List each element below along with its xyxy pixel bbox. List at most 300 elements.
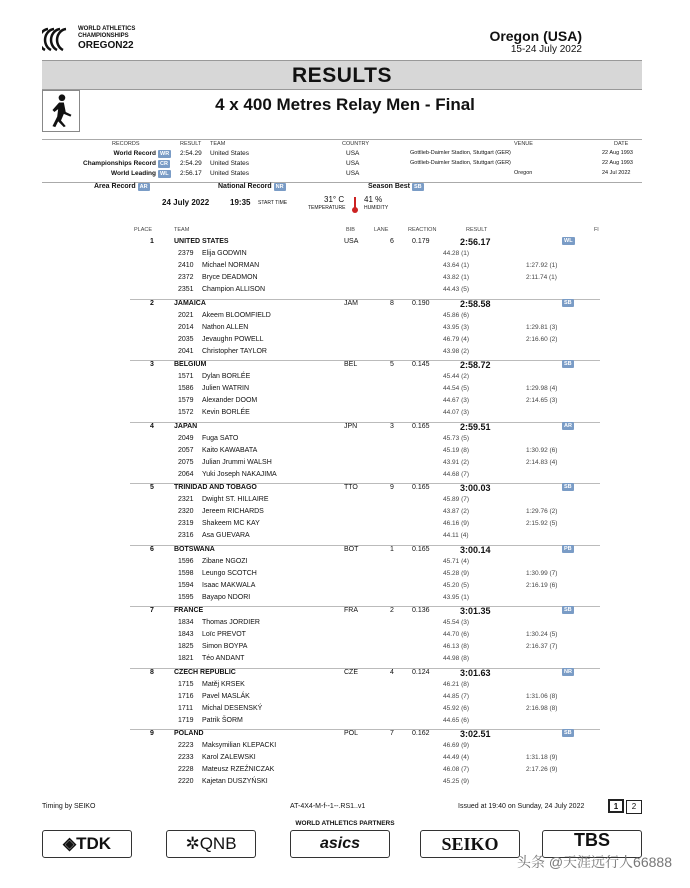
team-result	[130, 730, 600, 792]
team-name: JAMAICA	[174, 299, 206, 307]
athlete-row	[130, 582, 600, 594]
athlete-bib: 2316	[178, 532, 194, 540]
athlete-name: Yuki Joseph NAKAJIMA	[202, 470, 277, 478]
cumulative-split: 1:30.92 (6)	[526, 446, 558, 454]
team-lane: 3	[390, 422, 394, 430]
athlete-bib: 2223	[178, 742, 194, 750]
athlete-name: Champion ALLISON	[202, 286, 266, 294]
athlete-name: Bryce DEADMON	[202, 274, 258, 282]
record-date: 24 Jul 2022	[602, 170, 631, 176]
athlete-row	[130, 250, 600, 262]
athlete-bib: 1715	[178, 680, 194, 688]
team-result-time: 2:58.58	[460, 298, 491, 309]
rec-header-team: TEAM	[210, 141, 226, 147]
record-venue: Oregon	[514, 170, 533, 176]
team-result	[130, 300, 600, 362]
athlete-bib: 2220	[178, 778, 194, 786]
athlete-bib: 1719	[178, 716, 194, 724]
partner-asics: asics	[290, 830, 390, 858]
team-result	[130, 423, 600, 485]
athlete-row	[130, 681, 600, 693]
team-reaction: 0.165	[412, 422, 430, 430]
team-row	[130, 669, 600, 681]
athlete-split: 45.89 (7)	[443, 496, 470, 504]
team-row	[130, 238, 600, 250]
team-record-badge: SB	[564, 484, 572, 490]
athlete-bib: 1596	[178, 557, 194, 565]
team-place: 2	[150, 299, 154, 307]
athlete-row	[130, 570, 600, 582]
athlete-row	[130, 435, 600, 447]
team-lane: 6	[390, 238, 394, 245]
team-place: 4	[150, 422, 154, 430]
team-place: 6	[150, 545, 154, 553]
team-result-time: 3:02.51	[460, 729, 491, 739]
athlete-split: 45.19 (8)	[443, 446, 470, 454]
record-country: USA	[346, 150, 360, 157]
team-place: 3	[150, 361, 154, 368]
athlete-bib: 2410	[178, 262, 194, 270]
partner-tbs: TBS	[542, 830, 642, 858]
athlete-split: 45.54 (3)	[443, 619, 470, 627]
team-name: POLAND	[174, 730, 204, 737]
athlete-split: 46.16 (9)	[443, 520, 470, 528]
athlete-split: 45.20 (5)	[443, 581, 470, 589]
team-reaction: 0.190	[412, 299, 430, 307]
team-result-time: 2:59.51	[460, 421, 491, 432]
team-row	[130, 423, 600, 435]
team-country: FRA	[344, 607, 358, 614]
record-code: WL	[160, 171, 169, 177]
athlete-name: Simon BOYPA	[202, 643, 248, 651]
issued-at: Issued at 19:40 on Sunday, 24 July 2022	[458, 803, 585, 810]
athlete-name: Julian Jrummi WALSH	[202, 458, 272, 466]
athlete-bib: 2321	[178, 496, 194, 504]
team-country: BEL	[344, 361, 358, 368]
athlete-split: 46.13 (8)	[443, 643, 470, 651]
athlete-bib: 2041	[178, 347, 194, 355]
team-reaction: 0.179	[412, 238, 430, 245]
athlete-bib: 2372	[178, 274, 194, 282]
team-country: CZE	[344, 668, 358, 676]
logo-arcs-icon	[42, 26, 72, 52]
team-name: JAPAN	[174, 422, 198, 430]
athlete-row	[130, 655, 600, 667]
logo-line-1: WORLD ATHLETICS	[78, 26, 136, 32]
timing-credit: Timing by SEIKO	[42, 803, 96, 810]
athlete-split: 43.98 (2)	[443, 347, 470, 355]
cumulative-split: 1:30.99 (7)	[526, 569, 558, 577]
team-place: 8	[150, 668, 154, 676]
cumulative-split: 1:31.18 (9)	[526, 754, 558, 762]
team-country: TTO	[344, 484, 358, 491]
athlete-row	[130, 274, 600, 286]
record-result: 2:54.29	[180, 150, 202, 157]
athlete-bib: 2035	[178, 335, 194, 343]
athlete-split: 44.65 (6)	[443, 716, 470, 724]
athlete-split: 44.85 (7)	[443, 692, 470, 700]
athlete-row	[130, 447, 600, 459]
athlete-name: Elija GODWIN	[202, 250, 247, 258]
conditions	[162, 196, 442, 218]
athlete-name: Bayapo NDORI	[202, 593, 251, 601]
athlete-row	[130, 532, 600, 544]
athlete-name: Maksymilian KLEPACKI	[202, 742, 277, 750]
team-record-badge: NR	[564, 668, 572, 675]
athlete-bib: 2021	[178, 311, 194, 319]
cumulative-split: 1:29.76 (2)	[526, 508, 558, 516]
partner-tdk: ◈TDK	[42, 830, 132, 858]
athlete-bib: 1598	[178, 569, 194, 577]
athlete-name: Dwight ST. HILLAIRE	[202, 496, 269, 504]
athlete-split: 45.86 (6)	[443, 311, 470, 319]
team-row	[130, 361, 600, 373]
record-code: WR	[160, 151, 170, 157]
athlete-split: 43.95 (3)	[443, 323, 470, 331]
athlete-name: Jereem RICHARDS	[202, 508, 264, 516]
temperature-label: TEMPERATURE	[308, 205, 346, 211]
team-record-badge: SB	[564, 607, 572, 613]
team-row	[130, 484, 600, 496]
team-result	[130, 607, 600, 669]
athlete-row	[130, 312, 600, 324]
record-row	[42, 170, 642, 180]
event-name: 4 x 400 Metres Relay Men - Final	[215, 95, 475, 114]
championships-logo	[42, 24, 162, 54]
athlete-split: 44.28 (1)	[443, 250, 470, 258]
team-lane: 5	[390, 361, 394, 368]
athlete-bib: 1711	[178, 704, 194, 712]
cumulative-split: 2:17.26 (9)	[526, 766, 558, 774]
record-legend	[42, 183, 642, 193]
col-lane: LANE	[374, 227, 389, 233]
athlete-name: Pavel MASLÁK	[202, 692, 250, 700]
athlete-split: 43.64 (1)	[443, 262, 470, 270]
athlete-split: 43.91 (2)	[443, 458, 470, 466]
athlete-split: 44.98 (8)	[443, 655, 470, 663]
athlete-bib: 2228	[178, 766, 194, 774]
athlete-name: Shakeem MC KAY	[202, 520, 260, 528]
team-country: BOT	[344, 545, 359, 553]
header-location	[489, 28, 582, 55]
athlete-name: Leungo SCOTCH	[202, 569, 257, 577]
athlete-bib: 1825	[178, 643, 194, 651]
athlete-name: Asa GUEVARA	[202, 532, 250, 540]
athlete-row	[130, 643, 600, 655]
team-place: 7	[150, 607, 154, 614]
humidity-label: HUMIDITY	[364, 205, 389, 211]
cumulative-split: 1:29.81 (3)	[526, 323, 558, 331]
record-team: United States	[210, 160, 250, 167]
athlete-split: 45.28 (9)	[443, 569, 470, 577]
page-footer	[42, 801, 642, 815]
athlete-row	[130, 693, 600, 705]
cumulative-split: 1:30.24 (5)	[526, 631, 558, 639]
athlete-bib: 2075	[178, 458, 194, 466]
record-venue: Gottlieb-Daimler Stadion, Stuttgart (GER)	[410, 160, 511, 166]
athlete-row	[130, 471, 600, 483]
athlete-name: Dylan BORLÉE	[202, 373, 251, 381]
team-row	[130, 546, 600, 558]
team-name: UNITED STATES	[174, 238, 229, 245]
team-reaction: 0.165	[412, 545, 430, 553]
athlete-bib: 2351	[178, 286, 194, 294]
cumulative-split: 2:16.37 (7)	[526, 643, 558, 651]
team-lane: 4	[390, 668, 394, 676]
legend-area-record: Area Record AR	[94, 183, 148, 190]
athlete-name: Kaito KAWABATA	[202, 446, 258, 454]
logo-line-2: CHAMPIONSHIPS	[78, 33, 129, 39]
athlete-bib: 2049	[178, 434, 194, 442]
record-country: USA	[346, 170, 360, 177]
record-label: World Record	[113, 150, 156, 157]
team-record-badge: AR	[564, 422, 572, 429]
athlete-row	[130, 705, 600, 717]
athlete-name: Kajetan DUSZYŃSKI	[202, 778, 268, 786]
col-fl: Fl	[594, 227, 599, 233]
col-team: TEAM	[174, 227, 190, 233]
athlete-name: Akeem BLOOMFIELD	[202, 311, 271, 319]
team-place: 9	[150, 730, 154, 737]
athlete-split: 45.71 (4)	[443, 557, 470, 565]
athlete-split: 43.87 (2)	[443, 508, 470, 516]
record-venue: Gottlieb-Daimler Stadion, Stuttgart (GER)	[410, 150, 511, 156]
record-team: United States	[210, 150, 250, 157]
team-country: USA	[344, 238, 359, 245]
team-country: POL	[344, 730, 359, 737]
athlete-split: 44.70 (6)	[443, 631, 470, 639]
athlete-bib: 2320	[178, 508, 194, 516]
page-title: RESULTS	[292, 64, 392, 87]
team-result	[130, 238, 600, 300]
team-name: CZECH REPUBLIC	[174, 668, 236, 676]
team-result-time: 2:58.72	[460, 360, 491, 370]
city: Oregon (USA)	[489, 28, 582, 44]
athlete-bib: 2057	[178, 446, 194, 454]
athlete-split: 45.92 (6)	[443, 704, 470, 712]
team-result	[130, 484, 600, 546]
team-reaction: 0.165	[412, 484, 430, 491]
athlete-name: Kevin BORLÉE	[202, 409, 250, 417]
cumulative-split: 1:29.98 (4)	[526, 385, 558, 393]
athlete-split: 44.11 (4)	[443, 532, 469, 540]
athlete-split: 45.44 (2)	[443, 373, 470, 381]
team-result-time: 3:01.63	[460, 667, 491, 678]
team-result-time: 2:56.17	[460, 237, 491, 247]
athlete-row	[130, 496, 600, 508]
athlete-row	[130, 754, 600, 766]
athlete-split: 45.73 (5)	[443, 434, 470, 442]
athlete-name: Isaac MAKWALA	[202, 581, 256, 589]
legend-season-best: Season Best SB	[368, 183, 422, 190]
athlete-name: Christopher TAYLOR	[202, 347, 267, 355]
temperature: 31° C	[324, 195, 345, 204]
team-result-time: 3:00.03	[460, 483, 491, 493]
athlete-split: 46.79 (4)	[443, 335, 470, 343]
athlete-row	[130, 766, 600, 778]
start-time: 19:35	[230, 198, 251, 207]
record-row	[42, 160, 642, 170]
team-result	[130, 669, 600, 731]
cumulative-split: 1:31.06 (8)	[526, 692, 558, 700]
athlete-bib: 1586	[178, 385, 194, 393]
rec-header-date: DATE	[614, 141, 629, 147]
athlete-bib: 2064	[178, 470, 194, 478]
record-date: 22 Aug 1993	[602, 150, 633, 156]
record-row	[42, 150, 642, 160]
cumulative-split: 2:16.98 (8)	[526, 704, 558, 712]
cumulative-split: 2:16.60 (2)	[526, 335, 558, 343]
athlete-name: Matěj KRSEK	[202, 680, 245, 688]
athlete-name: Loïc PREVOT	[202, 631, 246, 639]
athlete-row	[130, 520, 600, 532]
rec-header-records: RECORDS	[112, 141, 140, 147]
col-reaction: REACTION	[408, 227, 437, 233]
record-date: 22 Aug 1993	[602, 160, 633, 166]
athlete-row	[130, 558, 600, 570]
athlete-name: Téo ANDANT	[202, 655, 245, 663]
team-reaction: 0.136	[412, 607, 430, 614]
team-lane: 9	[390, 484, 394, 491]
athlete-bib: 1716	[178, 692, 194, 700]
athlete-split: 45.25 (9)	[443, 778, 470, 786]
athlete-bib: 1572	[178, 409, 194, 417]
athlete-split: 44.54 (5)	[443, 385, 470, 393]
athlete-split: 44.43 (5)	[443, 286, 470, 294]
race-date: 24 July 2022	[162, 198, 210, 207]
team-record-badge: SB	[564, 730, 572, 736]
record-team: United States	[210, 170, 250, 177]
team-name: TRINIDAD AND TOBAGO	[174, 484, 257, 491]
athlete-bib: 1834	[178, 619, 194, 627]
athlete-row	[130, 631, 600, 643]
athlete-row	[130, 742, 600, 754]
athlete-split: 46.21 (8)	[443, 680, 470, 688]
team-place: 5	[150, 484, 154, 491]
athlete-split: 43.82 (1)	[443, 274, 470, 282]
team-country: JPN	[344, 422, 358, 430]
rec-header-result: RESULT	[180, 141, 202, 147]
col-result: RESULT	[466, 227, 488, 233]
page-1-button[interactable]: 1	[608, 799, 624, 813]
cumulative-split: 2:14.83 (4)	[526, 458, 558, 466]
athlete-split: 43.95 (1)	[443, 593, 470, 601]
cumulative-split: 2:15.92 (5)	[526, 520, 558, 528]
athlete-row	[130, 324, 600, 336]
results-banner	[42, 60, 642, 90]
athlete-row	[130, 373, 600, 385]
athlete-bib: 1579	[178, 397, 194, 405]
athlete-bib: 2233	[178, 754, 194, 762]
team-reaction: 0.145	[412, 361, 430, 368]
team-lane: 8	[390, 299, 394, 307]
team-lane: 2	[390, 607, 394, 614]
team-name: FRANCE	[174, 607, 204, 614]
athlete-row	[130, 409, 600, 421]
team-row	[130, 300, 600, 312]
athlete-bib: 1595	[178, 593, 194, 601]
partner-qnb: ✲QNB	[166, 830, 256, 858]
document-code: AT-4X4-M-f--1--.RS1..v1	[290, 803, 366, 810]
team-reaction: 0.162	[412, 730, 430, 737]
athlete-row	[130, 336, 600, 348]
team-record-badge: SB	[564, 299, 572, 306]
thermometer-icon	[351, 196, 359, 214]
humidity: 41 %	[364, 195, 383, 204]
athlete-name: Karol ZALEWSKI	[202, 754, 256, 762]
athlete-name: Michal DESENSKÝ	[202, 704, 263, 712]
team-result-time: 3:01.35	[460, 606, 491, 616]
team-name: BOTSWANA	[174, 545, 215, 553]
athlete-name: Thomas JORDIER	[202, 619, 260, 627]
partners-title: WORLD ATHLETICS PARTNERS	[295, 820, 395, 827]
athlete-row	[130, 385, 600, 397]
athlete-name: Julien WATRIN	[202, 385, 250, 393]
event-dates: 15-24 July 2022	[510, 44, 582, 55]
athlete-split: 44.67 (3)	[443, 397, 470, 405]
results-header	[130, 227, 600, 236]
col-place: PLACE	[134, 227, 153, 233]
athlete-bib: 2319	[178, 520, 194, 528]
start-time-label: START TIME	[258, 200, 288, 206]
athlete-bib: 2379	[178, 250, 194, 258]
athlete-row	[130, 459, 600, 471]
athlete-row	[130, 717, 600, 729]
record-label: Championships Record	[83, 160, 156, 167]
team-lane: 7	[390, 730, 394, 737]
athlete-split: 44.68 (7)	[443, 470, 470, 478]
athlete-row	[130, 778, 600, 790]
records-table	[42, 139, 642, 183]
athlete-name: Patrik ŠORM	[202, 716, 243, 724]
team-place: 1	[150, 238, 154, 245]
athlete-bib: 2014	[178, 323, 194, 331]
rec-header-country: COUNTRY	[342, 141, 370, 147]
athlete-split: 46.69 (9)	[443, 742, 470, 750]
team-row	[130, 730, 600, 742]
athlete-bib: 1821	[178, 655, 194, 663]
athlete-split: 44.49 (4)	[443, 754, 470, 762]
athlete-bib: 1843	[178, 631, 194, 639]
athlete-row	[130, 619, 600, 631]
record-result: 2:54.29	[180, 160, 202, 167]
record-label: World Leading	[110, 170, 156, 177]
team-record-badge: SB	[564, 361, 572, 367]
athlete-name: Zibane NGOZI	[202, 557, 248, 565]
team-row	[130, 607, 600, 619]
team-record-badge: WL	[564, 238, 573, 244]
col-bib: BIB	[346, 227, 355, 233]
athlete-split: 44.07 (3)	[443, 409, 470, 417]
athlete-row	[130, 262, 600, 274]
rec-header-venue: VENUE	[514, 141, 533, 147]
athlete-bib: 1594	[178, 581, 194, 589]
partner-seiko: SEIKO	[420, 830, 520, 858]
cumulative-split: 2:14.65 (3)	[526, 397, 558, 405]
team-result	[130, 361, 600, 423]
team-reaction: 0.124	[412, 668, 430, 676]
record-result: 2:56.17	[180, 170, 202, 177]
athlete-name: Fuga SATO	[202, 434, 239, 442]
record-country: USA	[346, 160, 360, 167]
athlete-bib: 1571	[178, 373, 194, 381]
athlete-split: 46.08 (7)	[443, 766, 470, 774]
cumulative-split: 1:27.92 (1)	[526, 262, 558, 270]
athlete-name: Jevaughn POWELL	[202, 335, 264, 343]
page-2-button[interactable]: 2	[626, 800, 642, 814]
team-name: BELGIUM	[174, 361, 207, 368]
athlete-row	[130, 508, 600, 520]
